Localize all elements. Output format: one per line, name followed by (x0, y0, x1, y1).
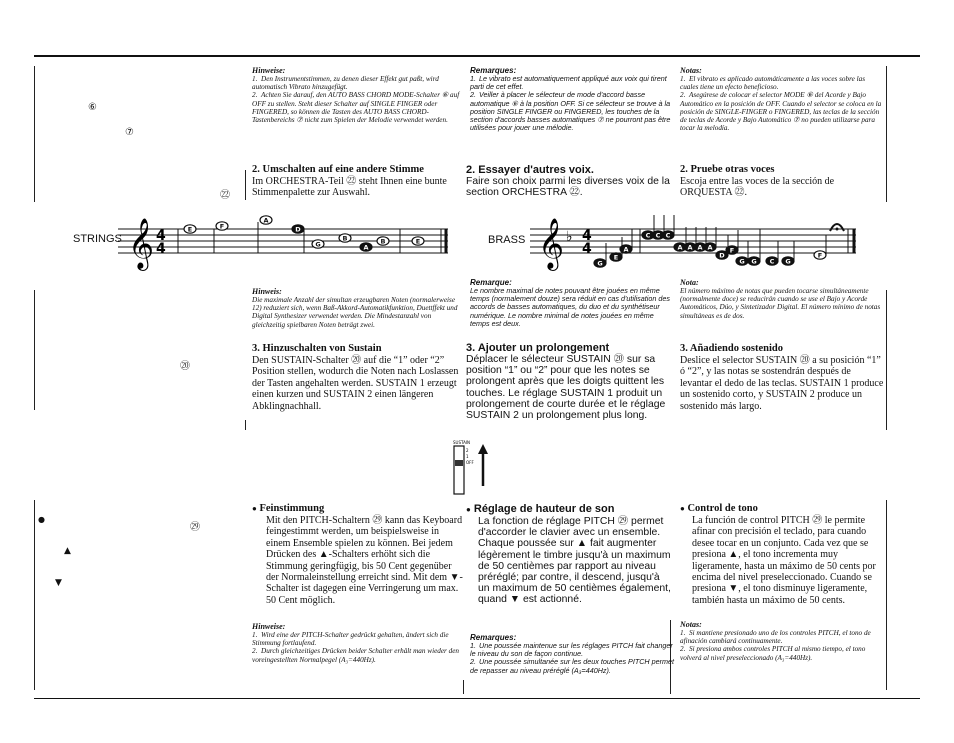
note-item: 1. Den Instrumentstimmen, zu denen dieser Effekt gut paßt, wird automatisch Vibrato hinzugefügt. (252, 75, 439, 92)
note-item: El número máximo de notas que pueden tocarse simultáneamente (normalmente doce) se reducirán cuando se use el Bajo y Acorde Automáticos, Dúo, y Sintetizador Digital. El número mínimo de notas simultáneas es de dos. (680, 287, 881, 320)
sustain-pos-label: OFF (466, 460, 474, 465)
section-body: La fonction de réglage PITCH ㉙ permet d'accorder le clavier avec un ensemble. Chaque poussée sur ▲ fait augmenter légèrement le timbre jusqu'à un maximum de 50 centièmes par rapport au niveau préréglé; par contre, il descend, jusqu'à un maximum de 50 centièmes également, quand ▼ est actionné. (478, 516, 671, 606)
es-section-4 (680, 503, 884, 606)
es-notes-3 (680, 620, 884, 662)
note-letter: B (342, 234, 348, 243)
sustain-pos-label: 2 (466, 448, 469, 453)
time-signature: 4 (582, 228, 592, 244)
strings-label: STRINGS (73, 233, 122, 245)
section-body: Mit den PITCH-Schaltern ㉙ kann das Keyboard feingestimmt werden, um beispielsweise in einem Ensemble spielen zu können. Bei jedem Drücken des ▲-Schalters erhöht sich die Stimmung geringfügig, bis 50 Cent gegenüber der Normaleinstellung erreicht sind. Mit dem ▼-Schalter ist dagegen eine Verringerung um max. 50 Cent möglich. (266, 515, 463, 606)
note-letter: F (729, 246, 735, 255)
bottom-rule (34, 698, 920, 699)
fr-notes-1 (470, 66, 675, 132)
es-section-3 (680, 343, 884, 412)
right-margin-line (886, 66, 887, 202)
note-letter: F (219, 222, 225, 231)
note-item: 1. Wird eine der PITCH-Schalter gedrückt gehalten, ändert sich die Stimmung fortlaufend. (252, 631, 449, 648)
marker-20: ⑳ (180, 361, 190, 372)
section-body: Deslice el selector SUSTAIN ⑳ a su posición “1” ó “2”, y las notas se sostendrán después de levantar el dedo de las teclas. SUSTAIN 1 produce un sostenido corto, y SUSTAIN 2 produce un sostenido más largo. (680, 355, 884, 412)
column-divider (245, 420, 246, 430)
time-signature: 4 (156, 241, 166, 257)
note-letter: A (263, 216, 269, 225)
flat-icon: ♭ (566, 229, 573, 245)
note-letter: E (415, 237, 421, 246)
section-body: La función de control PITCH ㉙ le permite afinar con precisión el teclado, para cuando desee tocar en un conjunto. Cada vez que se presiona ▲, el tono incrementa muy ligeramente, hasta un máximo de 50 cents por encima del nivel preseleccionado. Cuando se presiona ▼, el tono disminuye ligeramente, también hasta un máximo de 50 cents. (692, 515, 876, 606)
note-letter: G (785, 257, 791, 266)
es-notes-1 (680, 66, 882, 132)
sustain-switch-label: SUSTAIN (453, 440, 471, 445)
column-divider (245, 170, 246, 200)
note-item: 2. Achten Sie darauf, den AUTO BASS CHORD MODE-Schalter ⑥ auf OFF zu stellen. Steht dieser Schalter auf SINGLE FINGER oder FINGERED, so können die Tasten des AUTO BASS CHORD-Tastenbereichs ⑦ nicht zum Spielen der Melodie verwendet werden. (252, 91, 460, 125)
section-heading: 3. Añadiendo sostenido (680, 343, 783, 354)
note-letter: C (769, 257, 775, 266)
note-letter: A (697, 243, 703, 252)
fr-section-2 (466, 164, 674, 198)
down-arrow-marker: ▼ (55, 578, 62, 588)
note-letter: D (719, 251, 725, 260)
fr-section-4 (466, 503, 674, 606)
time-signature: 4 (156, 228, 166, 244)
left-margin-line (34, 290, 35, 410)
notes-title: Nota: (680, 278, 699, 287)
section-body: Déplacer le sélecteur SUSTAIN ⑳ sur sa position “1” ou “2” pour que les notes se prolongent après que les doigts quittent les touches. Le réglage SUSTAIN 1 produit un prolongement de courte durée et le réglage SUSTAIN 2 un prolongement plus long. (466, 354, 666, 422)
note-letter: C (645, 231, 651, 240)
note-letter: G (597, 259, 603, 268)
de-section-3 (252, 343, 464, 412)
section-heading: 3. Hinzuschalten von Sustain (252, 343, 382, 354)
brass-label: BRASS (488, 234, 526, 246)
note-letter: A (707, 243, 713, 252)
notes-title: Remarques: (470, 633, 517, 642)
notes-title: Hinweise: (252, 66, 286, 75)
left-margin-line (34, 500, 35, 690)
note-letter: G (315, 240, 321, 249)
note-letter: E (613, 253, 619, 262)
fr-notes-2 (470, 278, 675, 328)
section-body: Faire son choix parmi les diverses voix de la section ORCHESTRA ㉒. (466, 176, 670, 199)
note-item: 2. Durch gleichzeitiges Drücken beider Schalter erhält man wieder den voreingestellten Normalpegel (A₃=440Hz). (252, 647, 460, 664)
marker-29: ㉙ (190, 522, 200, 533)
note-letter: G (739, 257, 745, 266)
notes-title: Hinweise: (252, 622, 286, 631)
notes-title: Remarque: (470, 278, 512, 287)
note-item: 1. Le vibrato est automatiquement appliqué aux voix qui tirent parti de cet effet. (470, 74, 667, 92)
notes-title: Notas: (680, 620, 702, 629)
de-section-2 (252, 164, 462, 199)
note-item: 2. Veiller à placer le sélecteur de mode d'accord basse automatique ⑥ à la position OFF. Si ce sélecteur se trouve à la position SINGLE FINGER ou FINGERED, les touches de la section d'accords basses automatiques ⑦ ne pourront pas être utilisées pour jouer une mélodie. (470, 90, 671, 133)
de-notes-2 (252, 287, 462, 329)
brass-staff (530, 205, 860, 285)
note-item: Le nombre maximal de notes pouvant être jouées en même temps (normalement douze) sera réduit en cas d'utilisation des accords de basses automatiques, du duo et du synthétiseur numérique. Le nombre minimal de notes jouées en même temps est deux. (470, 286, 670, 328)
note-letter: A (687, 243, 693, 252)
left-margin-line (34, 66, 35, 202)
marker-6: ⑥ (88, 102, 97, 113)
note-item: 1. El vibrato es aplicado automáticamente a las voces sobre las cuales tiene un efecto beneficioso. (680, 75, 865, 92)
section-heading: ● Control de tono (680, 503, 758, 514)
note-letter: G (751, 257, 757, 266)
notes-title: Notas: (680, 66, 702, 75)
fermata-dot (836, 228, 839, 231)
right-margin-line (886, 500, 887, 690)
treble-clef-icon: 𝄞 (538, 218, 565, 269)
notes-title: Remarques: (470, 66, 517, 75)
es-notes-2 (680, 278, 884, 320)
note-letter: A (677, 243, 683, 252)
up-arrow-marker: ▲ (64, 546, 71, 556)
marker-22: ㉒ (220, 190, 230, 201)
note-item: 2. Asegúrese de colocar el selector MODE ⑥ del Acorde y Bajo Automático en la posición de OFF. Cuando el selector se coloca en la posición de SINGLE-FINGER o FINGERED, las teclas de la sección de teclas de Acorde y Bajo Automático ⑦ no pueden utilizarse para tocar la melodía. (680, 91, 882, 133)
note-letter: B (380, 237, 386, 246)
section-heading: 3. Ajouter un prolongement (466, 342, 610, 354)
strings-staff (118, 212, 450, 278)
note-letter: C (655, 231, 661, 240)
section-body: Im ORCHESTRA-Teil ㉒ steht Ihnen eine bunte Stimmenpalette zur Auswahl. (252, 176, 447, 199)
right-margin-line (886, 290, 887, 430)
bullet-marker: ● (38, 515, 45, 524)
top-rule (34, 55, 920, 57)
de-notes-3 (252, 622, 462, 664)
fr-notes-3 (470, 633, 675, 675)
section-body: Den SUSTAIN-Schalter ⑳ auf die “1” oder “2” Position stellen, wodurch die Noten nach Loslassen der Tasten angehalten werden. SUSTAIN 1 erzeugt einen kurzen und SUSTAIN 2 einen längeren Abklingnachhall. (252, 355, 459, 412)
note-letter: D (295, 225, 301, 234)
note-item: 1. Si mantiene presionado uno de los controles PITCH, el tono de afinación cambiará continuamente. (680, 629, 871, 646)
es-section-2 (680, 164, 880, 199)
marker-7: ⑦ (125, 127, 134, 138)
time-signature: 4 (582, 241, 592, 257)
note-item: 1. Une poussée maintenue sur les réglages PITCH fait changer le niveau du son de façon continue. (470, 641, 673, 659)
note-letter: E (187, 225, 193, 234)
section-heading: 2. Pruebe otras voces (680, 164, 775, 175)
treble-clef-icon: 𝄞 (128, 218, 155, 269)
section-body: Escoja entre las voces de la sección de ORQUESTA ㉒. (680, 176, 835, 199)
sustain-pos-label: 1 (466, 454, 469, 459)
de-notes-1 (252, 66, 462, 124)
notes-title: Hinweis: (252, 287, 282, 296)
section-heading: ● Réglage de hauteur de son (466, 503, 615, 515)
section-heading: ● Feinstimmung (252, 503, 325, 514)
note-item: 2. Si presiona ambos controles PITCH al mismo tiempo, el tono volverá al nivel preseleccionado (A₃=440Hz). (680, 645, 866, 662)
note-letter: A (623, 245, 629, 254)
column-divider (463, 680, 464, 694)
note-letter: C (665, 231, 671, 240)
note-item: Die maximale Anzahl der simultan erzeugbaren Noten (normalerweise 12) reduziert sich, wenn Baß-Akkord-Automatikfunktion, Duettffekt und Digital Synthesizer verwendet werden. Die Mindestanzahl von gleichzeitig spielbaren Noten beträgt zwei. (252, 296, 458, 329)
fr-section-3 (466, 342, 674, 421)
note-letter: F (817, 251, 823, 260)
up-arrow-icon (478, 444, 488, 454)
note-item: 2. Une poussée simultanée sur les deux touches PITCH permet de repasser au niveau préréglé (A₃=440Hz). (470, 657, 674, 675)
section-heading: 2. Essayer d'autres voix. (466, 164, 594, 176)
de-section-4 (252, 503, 464, 606)
sustain-switch-diagram (450, 438, 500, 498)
note-letter: A (363, 243, 369, 252)
section-heading: 2. Umschalten auf eine andere Stimme (252, 164, 424, 175)
